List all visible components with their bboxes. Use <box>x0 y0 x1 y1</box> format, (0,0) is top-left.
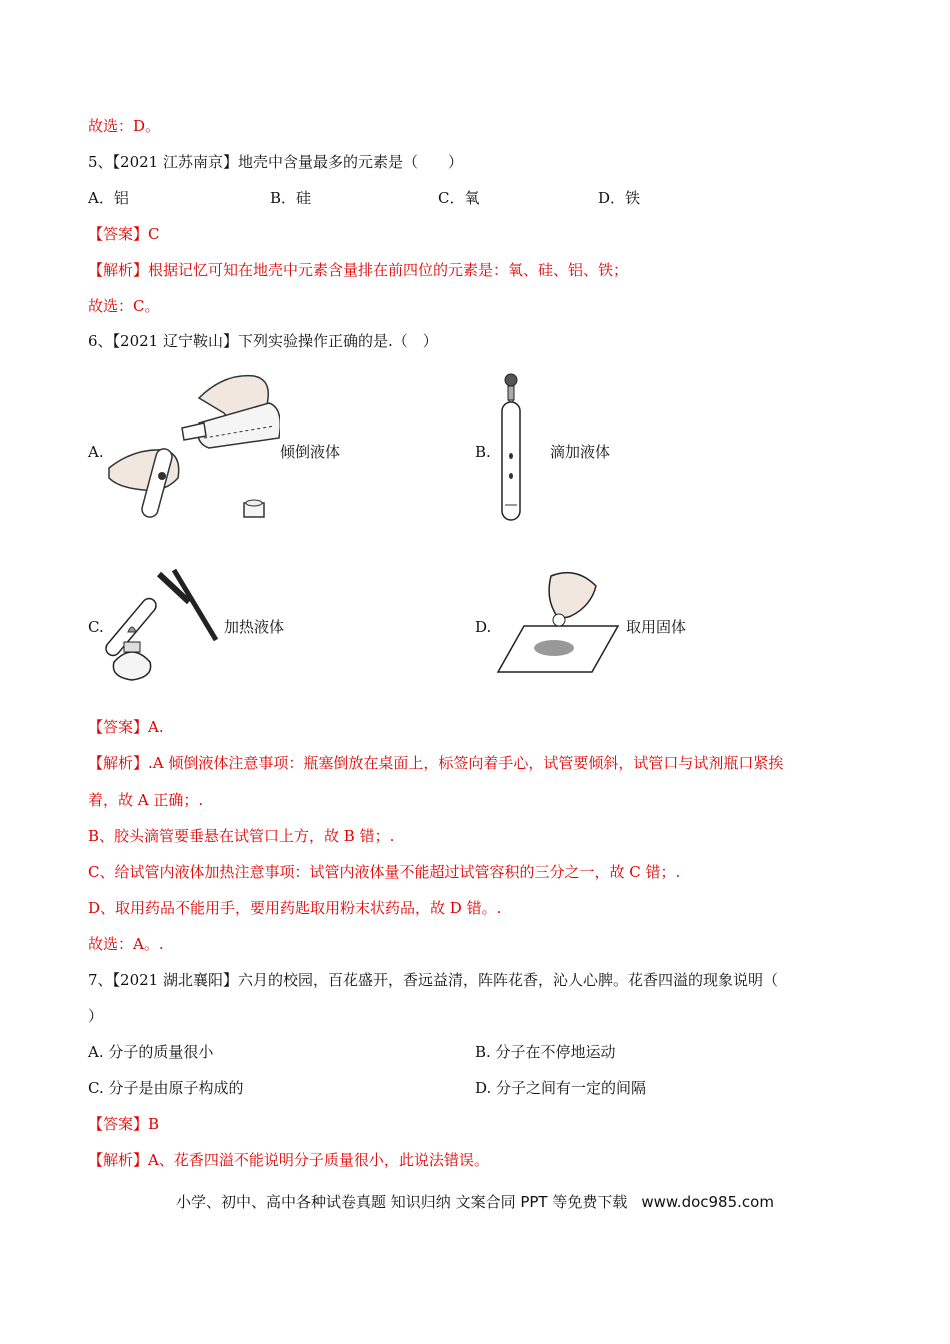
taking-solid-illustration <box>496 566 622 676</box>
q7-option-b: B. 分子在不停地运动 <box>475 1043 616 1061</box>
q6-analysis-line-5: D、取用药品不能用手，要用药匙取用粉末状药品，故 D 错。. <box>88 899 502 917</box>
q5-option-b: B．硅 <box>270 189 312 207</box>
q5-stem: 5、【2021 江苏南京】地壳中含量最多的元素是（ ） <box>88 153 463 171</box>
heating-liquid-illustration <box>104 562 224 684</box>
dropping-liquid-illustration <box>495 372 535 524</box>
q6-conclusion: 故选：A。. <box>88 935 164 953</box>
q7-stem: 7、【2021 湖北襄阳】六月的校园，百花盛开，香远益清，阵阵花香，沁人心脾。花香四溢的现象说明（ <box>88 971 778 989</box>
q7-stem-continued: ） <box>88 1007 104 1025</box>
q6-figure-c-letter: C. <box>88 618 104 636</box>
q7-analysis: 【解析】A、花香四溢不能说明分子质量很小，此说法错误。 <box>88 1151 489 1169</box>
q6-analysis-line-4: C、给试管内液体加热注意事项：试管内液体量不能超过试管容积的三分之一，故 C 错；. <box>88 863 681 881</box>
q6-figure-a-caption: 倾倒液体 <box>280 443 341 461</box>
q5-answer: 【答案】C <box>88 225 160 243</box>
q6-analysis-line-3: B、胶头滴管要垂悬在试管口上方，故 B 错；. <box>88 827 395 845</box>
page-footer <box>0 1191 950 1212</box>
q6-analysis-line-1: 【解析】.A 倾倒液体注意事项：瓶塞倒放在桌面上，标签向着手心，试管要倾斜，试管口与试剂瓶口紧挨 <box>88 754 784 772</box>
q7-option-d: D. 分子之间有一定的间隔 <box>475 1079 647 1097</box>
q6-figure-d-letter: D. <box>475 618 492 636</box>
q7-option-a: A. 分子的质量很小 <box>88 1043 214 1061</box>
pouring-liquid-illustration <box>104 368 280 528</box>
footer-text: 小学、初中、高中各种试卷真题 知识归纳 文案合同 PPT 等免费下载 <box>176 1193 628 1211</box>
q5-conclusion: 故选：C。 <box>88 297 160 315</box>
q5-option-c: C．氧 <box>438 189 480 207</box>
q6-answer: 【答案】A. <box>88 718 164 736</box>
q6-figure-b-letter: B. <box>475 443 491 461</box>
q6-analysis-line-2: 着，故 A 正确；. <box>88 791 204 809</box>
q6-figure-d-caption: 取用固体 <box>626 618 687 636</box>
q7-answer: 【答案】B <box>88 1115 160 1133</box>
q6-stem: 6、【2021 辽宁鞍山】下列实验操作正确的是.（ ） <box>88 332 438 350</box>
q5-analysis: 【解析】根据记忆可知在地壳中元素含量排在前四位的元素是：氧、硅、铝、铁； <box>88 261 629 279</box>
q6-figure-b-caption: 滴加液体 <box>550 443 611 461</box>
footer-url[interactable]: www.doc985.com <box>641 1193 774 1211</box>
q6-figure-a-letter: A. <box>88 443 104 461</box>
q6-figure-c-caption: 加热液体 <box>224 618 285 636</box>
q4-conclusion: 故选：D。 <box>88 117 161 135</box>
q7-option-c: C. 分子是由原子构成的 <box>88 1079 244 1097</box>
q5-option-a: A．铝 <box>88 189 129 207</box>
q5-option-d: D．铁 <box>598 189 641 207</box>
